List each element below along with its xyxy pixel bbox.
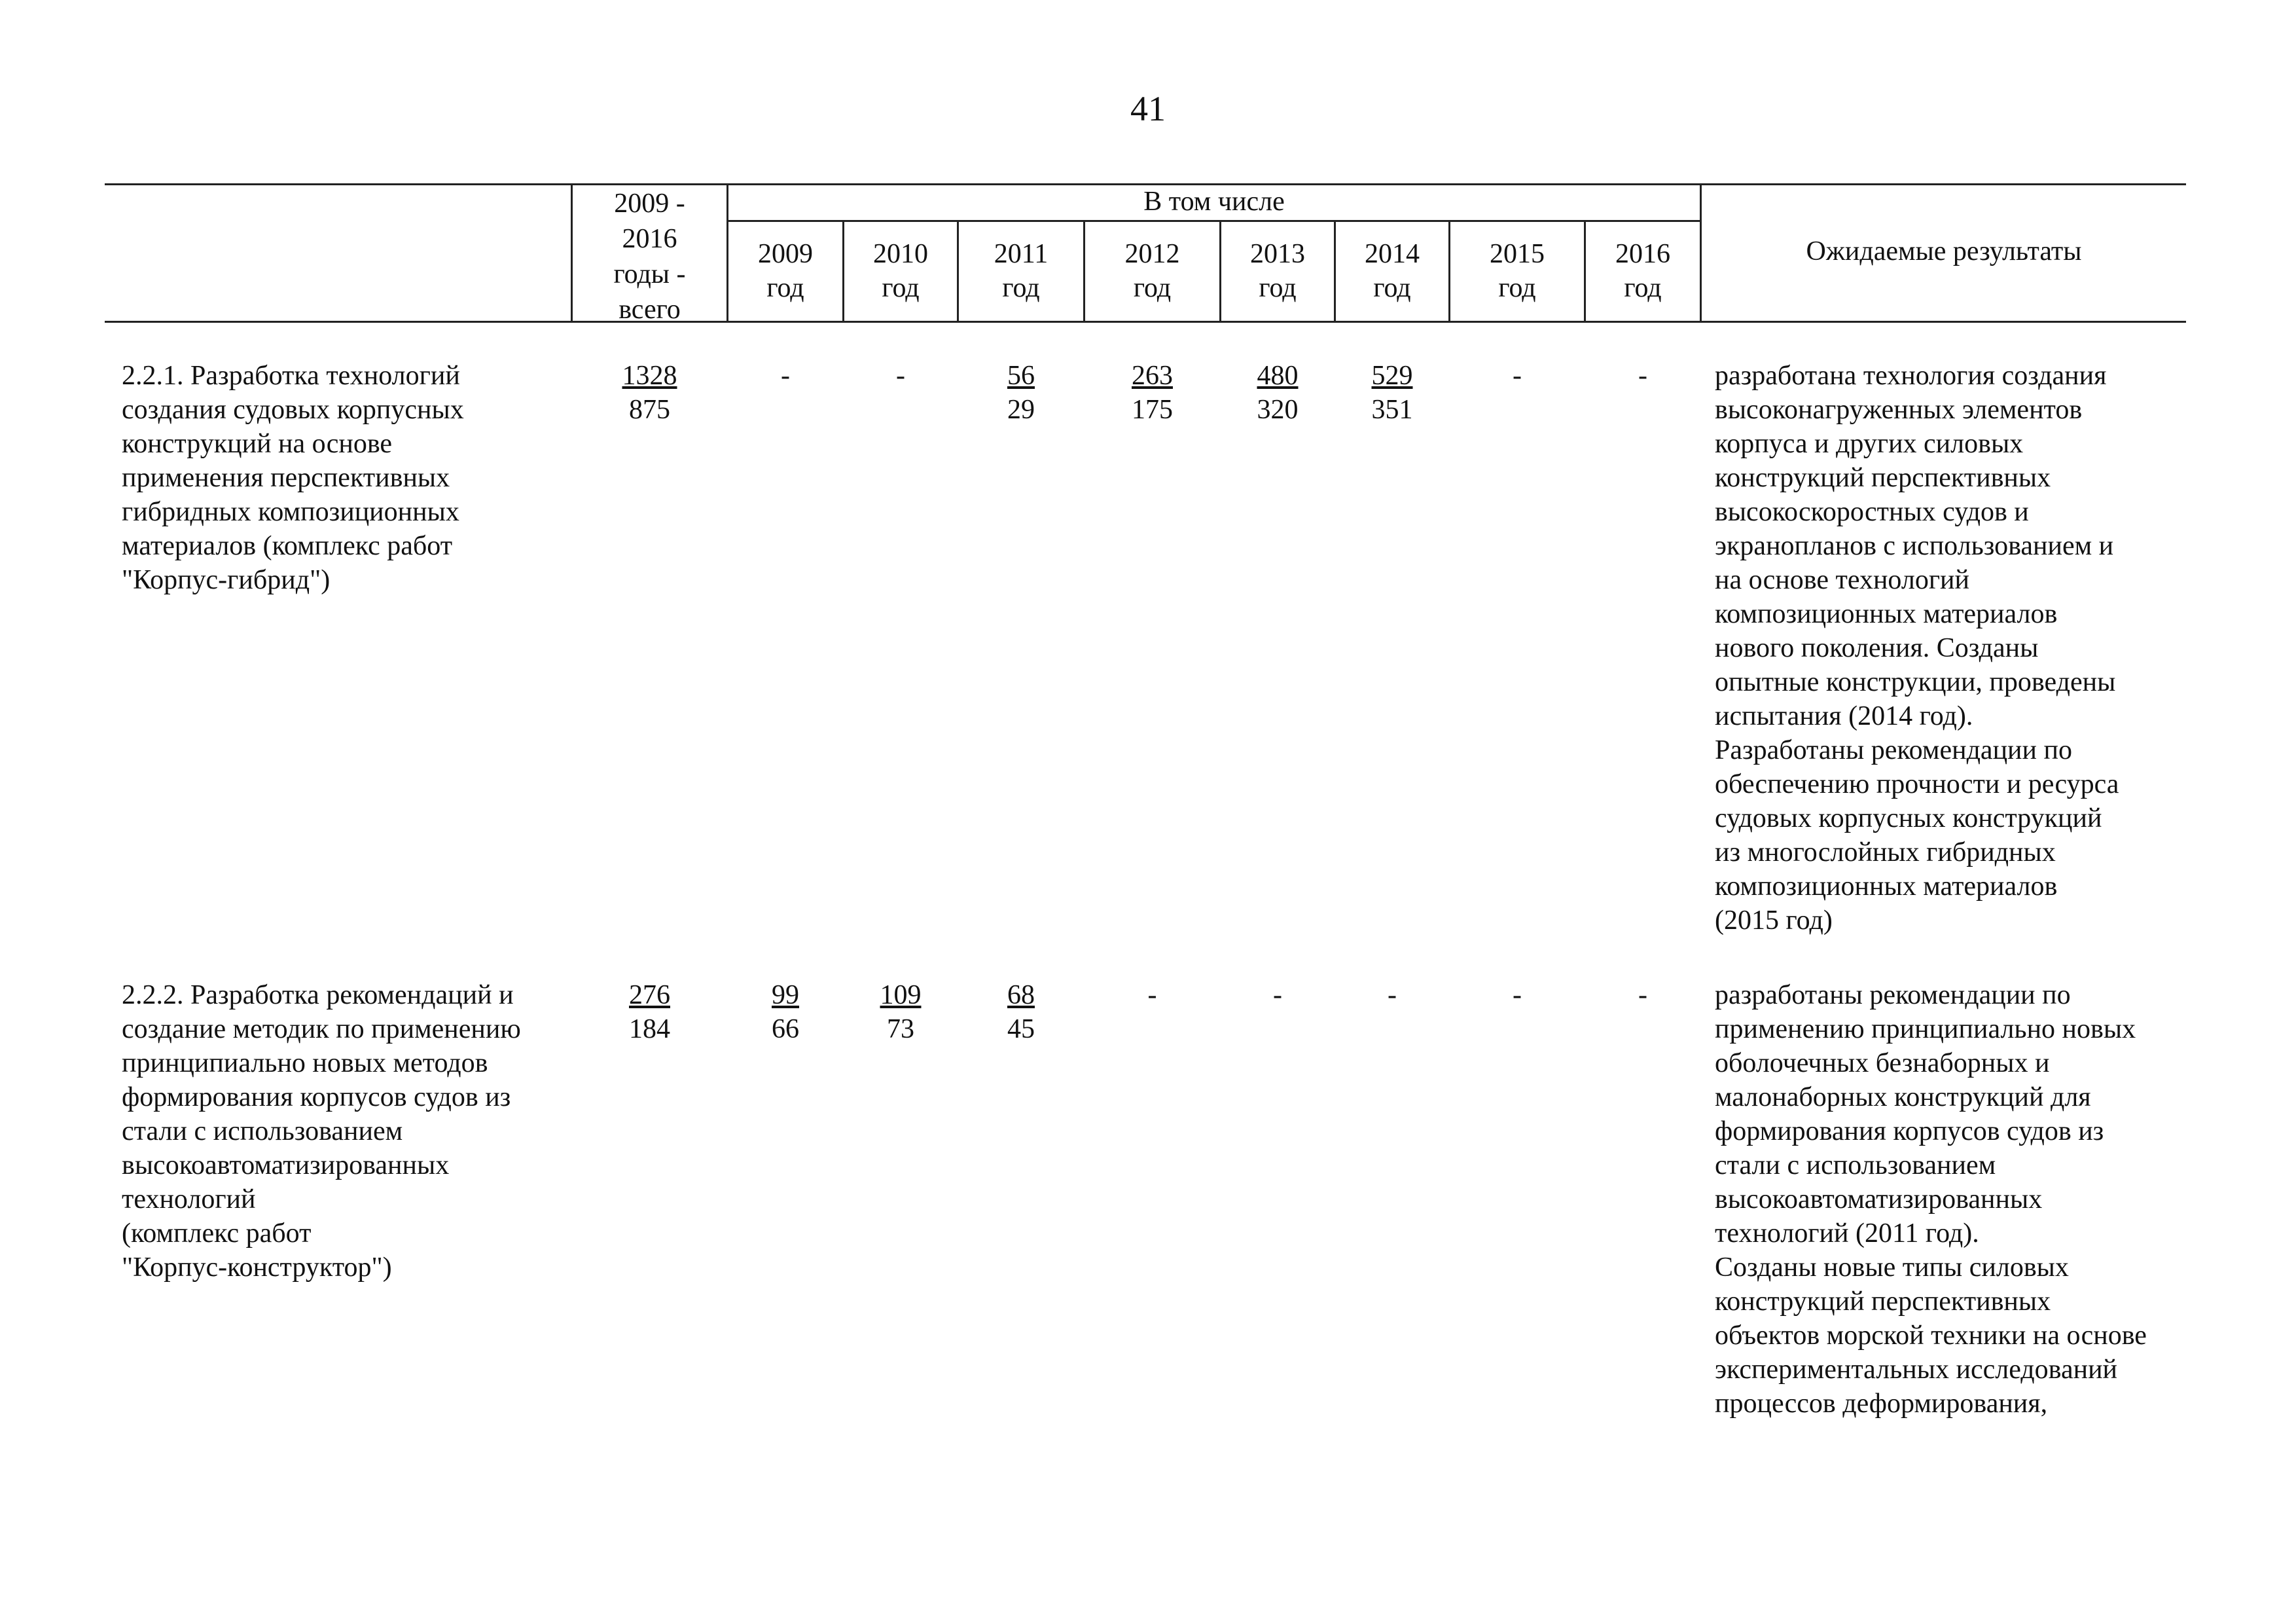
year-unit: год — [1498, 273, 1536, 303]
header-year-2015 — [1450, 237, 1584, 305]
value-bottom: 45 — [1007, 1014, 1035, 1044]
row-2-year-2012 — [1085, 978, 1219, 1012]
year-unit: год — [1373, 273, 1411, 303]
year-unit: год — [1624, 273, 1662, 303]
header-year-2011 — [959, 237, 1083, 305]
year-label: 2012 — [1124, 239, 1180, 269]
value-top: 56 — [1007, 361, 1035, 391]
value-top: 99 — [772, 980, 799, 1010]
header-year-2016 — [1586, 237, 1700, 305]
row-1-year-2015 — [1450, 359, 1584, 393]
page-number: 41 — [1130, 89, 1166, 128]
row-2-year-2011 — [959, 978, 1083, 1046]
row-2-year-2016 — [1586, 978, 1700, 1012]
value-top: - — [1273, 980, 1282, 1010]
value-top: - — [1638, 361, 1647, 391]
row-1-total — [573, 359, 726, 427]
value-bottom: 184 — [629, 1014, 670, 1044]
value-top: - — [781, 361, 790, 391]
value-bottom: 175 — [1132, 395, 1173, 425]
header-year-2014 — [1336, 237, 1448, 305]
row-1-title: 2.2.1. Разработка технологий создания судовых корпусных конструкций на основе применения перспективных гибридных композиционных материалов (комплекс работ "Корпус-гибрид") — [122, 361, 464, 595]
value-bottom: 73 — [887, 1014, 914, 1044]
value-top: 480 — [1257, 361, 1299, 391]
value-top: 68 — [1007, 980, 1035, 1010]
year-unit: год — [766, 273, 804, 303]
value-top: - — [1638, 980, 1647, 1010]
value-bottom: 320 — [1257, 395, 1299, 425]
year-label: 2013 — [1250, 239, 1305, 269]
year-label: 2014 — [1365, 239, 1420, 269]
row-2-year-2010 — [844, 978, 957, 1046]
header-total-column: 2009 - 2016 годы - всего — [613, 189, 686, 325]
row-2-total — [573, 978, 726, 1046]
row-2-result: разработаны рекомендации по применению принципиально новых оболочечных безнаборных и малонаборных конструкций для формирования корпусов судов из стали с использованием высокоавтоматизированных технологий (2011 год). Созданы новые типы силовых конструкций перспективных объектов морской техники на основе экспериментальных исследований процессов деформирования, — [1715, 980, 2147, 1419]
header-including: В том числе — [1143, 187, 1285, 217]
value-bottom: 66 — [772, 1014, 799, 1044]
header-year-2013 — [1221, 237, 1334, 305]
value-top: - — [1513, 361, 1522, 391]
year-label: 2011 — [994, 239, 1049, 269]
row-1-year-2011 — [959, 359, 1083, 427]
year-label: 2015 — [1490, 239, 1545, 269]
row-1-year-2016 — [1586, 359, 1700, 393]
value-top: - — [1513, 980, 1522, 1010]
value-top: 263 — [1132, 361, 1173, 391]
row-2-year-2009 — [728, 978, 842, 1046]
year-unit: год — [1002, 273, 1040, 303]
year-unit: год — [1133, 273, 1172, 303]
value-top: 109 — [880, 980, 922, 1010]
value-bottom: 351 — [1371, 395, 1413, 425]
row-1-year-2010 — [844, 359, 957, 393]
header-results: Ожидаемые результаты — [1806, 236, 2082, 266]
year-label: 2010 — [873, 239, 928, 269]
value-top: 529 — [1371, 361, 1413, 391]
row-1-year-2014 — [1336, 359, 1448, 427]
row-2-year-2015 — [1450, 978, 1584, 1012]
year-unit: год — [1259, 273, 1297, 303]
header-year-2010 — [844, 237, 957, 305]
value-bottom: 875 — [629, 395, 670, 425]
subheader-divider — [726, 220, 1700, 222]
value-top: - — [1388, 980, 1397, 1010]
header-year-2009 — [728, 237, 842, 305]
row-2-year-2013 — [1221, 978, 1334, 1012]
row-1-year-2013 — [1221, 359, 1334, 427]
year-label: 2009 — [758, 239, 813, 269]
value-top: 1328 — [622, 361, 677, 391]
row-1-year-2009 — [728, 359, 842, 393]
value-top: - — [1147, 980, 1157, 1010]
header-year-2012 — [1085, 237, 1219, 305]
row-2-year-2014 — [1336, 978, 1448, 1012]
row-1-result: разработана технология создания высоконагруженных элементов корпуса и других силовых конструкций перспективных высокоскоростных судов и экранопланов с использованием и на основе технологий композиционных материалов нового поколения. Созданы опытные конструкции, проведены испытания (2014 год). Разработаны рекомендации по обеспечению прочности и ресурса судовых корпусных конструкций из многослойных гибридных композиционных материалов (2015 год) — [1715, 361, 2119, 936]
year-unit: год — [882, 273, 920, 303]
value-top: 276 — [629, 980, 670, 1010]
year-label: 2016 — [1615, 239, 1670, 269]
header-bottom-border — [105, 321, 2186, 323]
value-top: - — [896, 361, 905, 391]
value-bottom: 29 — [1007, 395, 1035, 425]
row-2-title: 2.2.2. Разработка рекомендаций и создание методик по применению принципиально новых методов формирования корпусов судов из стали с использованием высокоавтоматизированных технологий (комплекс работ "Корпус-конструктор") — [122, 980, 521, 1283]
row-1-year-2012 — [1085, 359, 1219, 427]
